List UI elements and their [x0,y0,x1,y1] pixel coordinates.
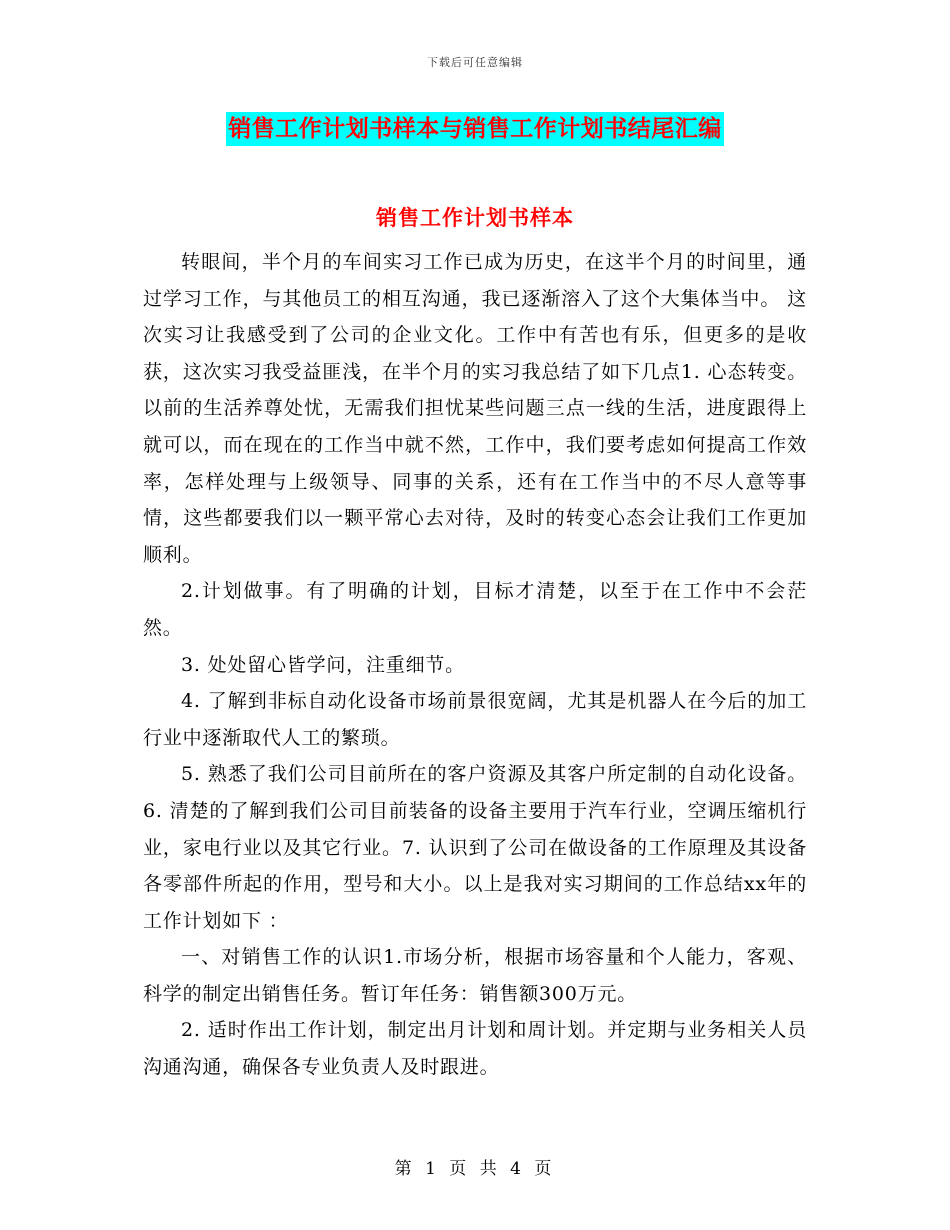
paragraph: 一、对销售工作的认识1.市场分析，根据市场容量和个人能力，客观、科学的制定出销售任务。暂订年任务：销售额300万元。 [143,946,807,1005]
paragraph: 转眼间，半个月的车间实习工作已成为历史，在这半个月的时间里，通过学习工作，与其他员工的相互沟通，我已逐渐溶入了这个大集体当中。 这次实习让我感受到了公司的企业文化。工作中有苦也有乐，但更多的是收获，这次实习我受益匪浅，在半个月的实习我总结了如下几点1. 心态转变。以前的生活养尊处忧，无需我们担忧某些问题三点一线的生活，进度跟得上就可以，而在现在的工作当中就不然，工作中，我们要考虑如何提高工作效率，怎样处理与上级领导、同事的关系，还有在工作当中的不尽人意等事情，这些都要我们以一颗平常心去对待，及时的转变心态会让我们工作更加顺利。 [143,251,807,566]
paragraph: 2. 适时作出工作计划，制定出月计划和周计划。并定期与业务相关人员沟通沟通，确保各专业负责人及时跟进。 [143,1019,807,1079]
document-title-container [0,112,950,146]
paragraph: 5. 熟悉了我们公司目前所在的客户资源及其客户所定制的自动化设备。6. 清楚的了解到我们公司目前装备的设备主要用于汽车行业，空调压缩机行业，家电行业以及其它行业。7. 认识到了公司在做设备的工作原理及其设备各零部件所起的作用，型号和大小。以上是我对实习期间的工作总结xx年的工作计划如下 ： [143,763,807,932]
paragraph: 3. 处处留心皆学问，注重细节。 [181,653,465,676]
paragraph: 4. 了解到非标自动化设备市场前景很宽阔，尤其是机器人在今后的加工行业中逐渐取代人工的繁琐。 [143,690,807,749]
document-title: 销售工作计划书样本与销售工作计划书结尾汇编 [226,112,724,146]
paragraph: 2.计划做事。有了明确的计划，目标才清楚，以至于在工作中不会茫然。 [143,580,807,639]
page-number-footer: 第 1 页 共 4 页 [394,1159,556,1179]
section-title: 销售工作计划书样本 [376,205,574,230]
header-note: 下载后可任意编辑 [427,56,523,69]
document-body [143,244,807,1086]
